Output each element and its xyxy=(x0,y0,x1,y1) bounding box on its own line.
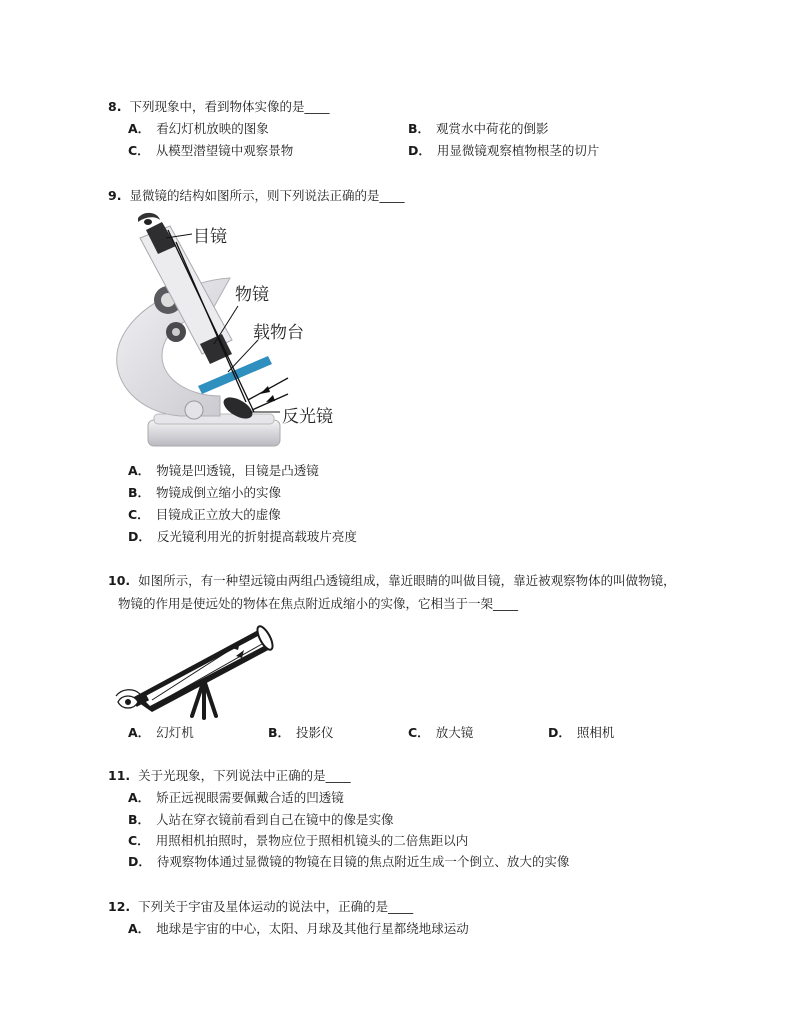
option-text: 投影仪 xyxy=(296,725,334,740)
option-letter: B． xyxy=(408,121,431,136)
option-letter: A． xyxy=(128,921,151,936)
option-text: 矫正远视眼需要佩戴合适的凹透镜 xyxy=(156,790,344,805)
question-number: 10. xyxy=(108,573,131,588)
question-number: 12. xyxy=(108,899,131,914)
question-9 xyxy=(108,187,404,205)
option-c[interactable] xyxy=(408,724,473,742)
option-a[interactable] xyxy=(128,724,194,742)
question-text: 下列关于宇宙及星体运动的说法中，正确的是____ xyxy=(138,899,414,914)
option-letter: D． xyxy=(548,725,571,740)
option-b[interactable] xyxy=(408,120,549,138)
question-10 xyxy=(108,572,676,590)
option-text: 从模型潜望镜中观察景物 xyxy=(155,143,294,158)
option-letter: C． xyxy=(128,833,150,848)
option-text: 幻灯机 xyxy=(156,725,194,740)
option-a[interactable] xyxy=(128,920,469,938)
option-letter: C． xyxy=(408,725,430,740)
question-number: 8. xyxy=(108,99,122,114)
option-c[interactable] xyxy=(128,506,281,524)
question-number: 11. xyxy=(108,768,131,783)
option-d[interactable] xyxy=(548,724,614,742)
option-a[interactable] xyxy=(128,789,344,807)
option-text: 地球是宇宙的中心，太阳、月球及其他行星都绕地球运动 xyxy=(156,921,469,936)
option-letter: A． xyxy=(128,790,151,805)
option-letter: B． xyxy=(268,725,291,740)
option-d[interactable] xyxy=(408,142,599,160)
label-mirror: 反光镜 xyxy=(282,407,333,427)
option-text: 看幻灯机放映的图象 xyxy=(156,121,269,136)
option-text: 物镜是凹透镜，目镜是凸透镜 xyxy=(156,463,319,478)
label-objective: 物镜 xyxy=(235,285,269,305)
question-text: 如图所示，有一种望远镜由两组凸透镜组成，靠近眼睛的叫做目镜，靠近被观察物体的叫做物镜， xyxy=(138,573,676,588)
option-letter: C． xyxy=(128,507,150,522)
option-a[interactable] xyxy=(128,462,319,480)
telescope-figure xyxy=(112,616,282,722)
option-letter: C． xyxy=(128,143,150,158)
option-letter: B． xyxy=(128,812,151,827)
option-text: 物镜成倒立缩小的实像 xyxy=(156,485,282,500)
option-letter: A． xyxy=(128,121,151,136)
option-text: 照相机 xyxy=(576,725,615,740)
label-eyepiece: 目镜 xyxy=(193,227,227,247)
option-text: 目镜成正立放大的虚像 xyxy=(155,507,281,522)
option-letter: D． xyxy=(408,143,431,158)
question-text: 关于光现象，下列说法中正确的是____ xyxy=(138,768,351,783)
option-text: 待观察物体通过显微镜的物镜在目镜的焦点附近生成一个倒立、放大的实像 xyxy=(156,854,570,869)
option-c[interactable] xyxy=(128,142,293,160)
option-letter: D． xyxy=(128,854,151,869)
option-c[interactable] xyxy=(128,832,468,850)
option-a[interactable] xyxy=(128,120,269,138)
option-d[interactable] xyxy=(128,528,357,546)
option-b[interactable] xyxy=(268,724,334,742)
question-12 xyxy=(108,898,413,916)
question-text: 显微镜的结构如图所示，则下列说法正确的是____ xyxy=(129,188,405,203)
option-letter: A． xyxy=(128,463,151,478)
question-text: 物镜的作用是使远处的物体在焦点附近成缩小的实像，它相当于一架____ xyxy=(118,596,519,611)
option-text: 观赏水中荷花的倒影 xyxy=(436,121,549,136)
option-letter: D． xyxy=(128,529,151,544)
option-b[interactable] xyxy=(128,484,281,502)
option-text: 放大镜 xyxy=(435,725,474,740)
option-text: 用显微镜观察植物根茎的切片 xyxy=(436,143,600,158)
label-stage: 载物台 xyxy=(253,323,304,343)
question-text: 下列现象中，看到物体实像的是____ xyxy=(129,99,330,114)
question-11 xyxy=(108,767,351,785)
question-number: 9. xyxy=(108,188,122,203)
option-text: 用照相机拍照时，景物应位于照相机镜头的二倍焦距以内 xyxy=(155,833,469,848)
option-letter: B． xyxy=(128,485,151,500)
question-8 xyxy=(108,98,329,116)
option-b[interactable] xyxy=(128,811,394,829)
option-text: 反光镜利用光的折射提高载玻片亮度 xyxy=(156,529,357,544)
option-letter: A． xyxy=(128,725,151,740)
option-text: 人站在穿衣镜前看到自己在镜中的像是实像 xyxy=(156,812,394,827)
question-10-line-2 xyxy=(118,595,518,613)
option-d[interactable] xyxy=(128,853,569,871)
